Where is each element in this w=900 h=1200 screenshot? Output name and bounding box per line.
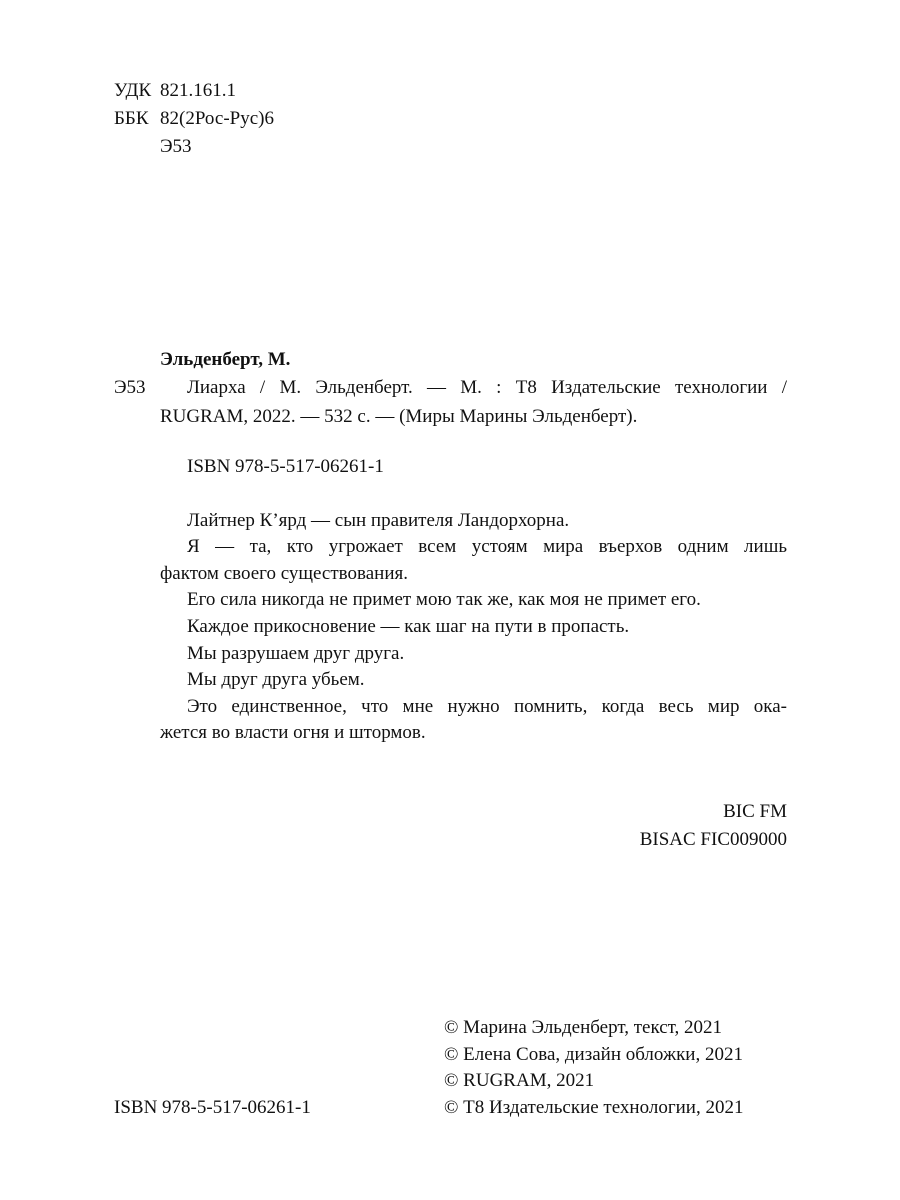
- author-mark-left: Э53: [114, 377, 146, 398]
- bbk-line: [114, 108, 274, 130]
- isbn-footer: ISBN 978-5-517-06261-1: [114, 1097, 311, 1118]
- description-line-2: RUGRAM, 2022. — 532 с. — (Миры Марины Эльденберт).: [160, 406, 638, 427]
- udk-line: [114, 80, 236, 102]
- annotation-paragraph: Я — та, кто угрожает всем устоям мира въерхов одним лишь: [187, 536, 787, 557]
- annotation-paragraph: Лайтнер К’ярд — сын правителя Ландорхорна.: [187, 510, 570, 531]
- udk-label: УДК: [114, 80, 152, 101]
- annotation-paragraph: Мы друг друга убьем.: [187, 669, 365, 690]
- annotation-paragraph: жется во власти огня и штормов.: [160, 722, 426, 743]
- copyright-line: © Марина Эльденберт, текст, 2021: [444, 1017, 723, 1038]
- annotation-paragraph: Его сила никогда не примет мою так же, как моя не примет его.: [187, 589, 701, 610]
- bbk-value: 82(2Рос-Рус)6: [160, 108, 274, 129]
- copyright-line: © RUGRAM, 2021: [444, 1070, 595, 1091]
- annotation-paragraph: Каждое прикосновение — как шаг на пути в пропасть.: [187, 616, 630, 637]
- annotation-paragraph: фактом своего существования.: [160, 563, 408, 584]
- bbk-label: ББК: [114, 108, 149, 129]
- bisac-code: BISAC FIC009000: [639, 829, 787, 850]
- description-line-1: Лиарха / М. Эльденберт. — М. : Т8 Издательские технологии /: [187, 377, 787, 398]
- isbn-record: ISBN 978-5-517-06261-1: [187, 456, 384, 477]
- author-heading: Эльденберт, М.: [160, 349, 291, 370]
- udk-value: 821.161.1: [160, 80, 236, 101]
- annotation-paragraph: Мы разрушаем друг друга.: [187, 643, 405, 664]
- annotation-paragraph: Это единственное, что мне нужно помнить, когда весь мир ока-: [187, 696, 787, 717]
- copyright-line: © Елена Сова, дизайн обложки, 2021: [444, 1044, 743, 1065]
- copyright-line: © Т8 Издательские технологии, 2021: [444, 1097, 744, 1118]
- bic-code: BIC FM: [723, 801, 787, 822]
- author-mark-top: Э53: [160, 136, 192, 157]
